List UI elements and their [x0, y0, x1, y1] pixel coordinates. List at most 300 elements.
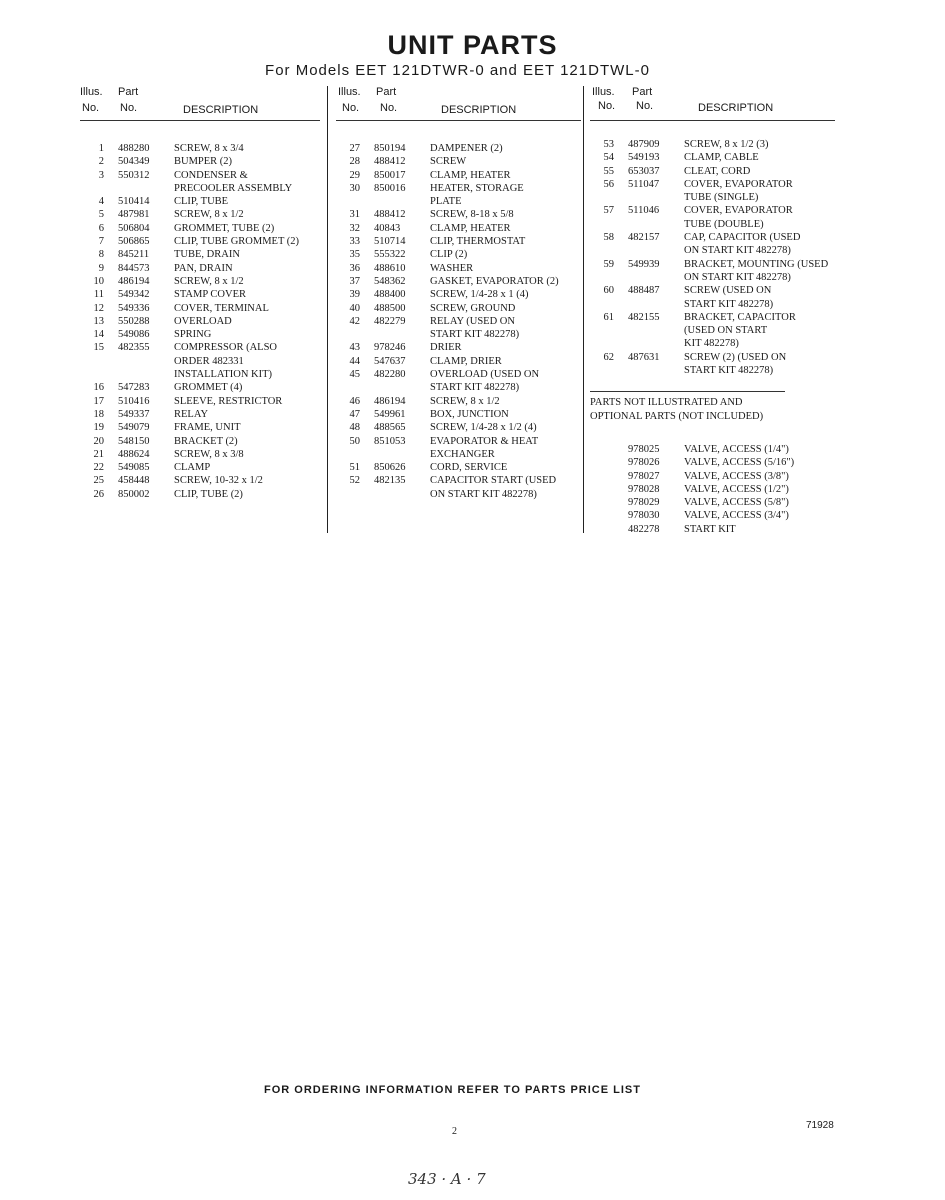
table-row [336, 341, 581, 354]
table-row [590, 496, 835, 509]
table-row [80, 262, 320, 275]
part-description: START KIT 482278) [684, 298, 774, 310]
table-row [590, 258, 835, 271]
table-row [336, 395, 581, 408]
part-description: ORDER 482331 [174, 355, 244, 367]
table-row [80, 288, 320, 301]
parts-column-1 [80, 86, 320, 501]
part-number: 510714 [374, 236, 406, 248]
table-row [80, 169, 320, 182]
part-description: COVER, TERMINAL [174, 302, 269, 314]
table-row [336, 248, 581, 261]
table-row [336, 155, 581, 168]
part-number: 978029 [628, 497, 660, 509]
part-description: ON START KIT 482278) [684, 245, 791, 257]
part-label: Part [376, 86, 397, 98]
table-row [80, 222, 320, 235]
part-number: 850016 [374, 182, 406, 194]
table-row [336, 488, 581, 501]
part-number: 851053 [374, 435, 406, 447]
part-number: 482355 [118, 342, 150, 354]
illus-number: 35 [349, 249, 360, 261]
illus-number: 12 [93, 302, 104, 314]
part-number: 850002 [118, 488, 150, 500]
column-header [80, 86, 320, 122]
table-row [336, 222, 581, 235]
table-row [590, 443, 835, 456]
part-number: 506804 [118, 222, 150, 234]
not-illustrated-note [590, 391, 835, 423]
part-number: 487981 [118, 209, 150, 221]
part-description: BRACKET, CAPACITOR [684, 311, 796, 323]
part-number: 488412 [374, 156, 406, 168]
table-row [80, 488, 320, 501]
illus-number [590, 218, 614, 231]
table-row [590, 351, 835, 364]
table-row [80, 474, 320, 487]
table-row [336, 435, 581, 448]
part-description: PAN, DRAIN [174, 262, 233, 274]
part-number: 482278 [628, 523, 660, 535]
table-row [80, 341, 320, 354]
part-description: CAP, CAPACITOR (USED [684, 232, 801, 244]
header-rule [590, 120, 835, 121]
illus-number: 32 [349, 222, 360, 234]
part-number [104, 182, 174, 195]
part-description: COVER, EVAPORATOR [684, 178, 793, 190]
part-number: 511047 [628, 178, 660, 190]
illus-number: 31 [349, 209, 360, 221]
table-row [590, 311, 835, 324]
illus-number: 25 [93, 475, 104, 487]
part-description: VALVE, ACCESS (1/2") [684, 483, 789, 495]
illus-number: 13 [93, 315, 104, 327]
illus-number: 28 [349, 156, 360, 168]
part-number: 549939 [628, 258, 660, 270]
column-divider [583, 86, 584, 533]
part-description: SCREW, 10-32 x 1/2 [174, 475, 263, 487]
illus-number: 45 [349, 369, 360, 381]
part-description: SLEEVE, RESTRICTOR [174, 395, 283, 407]
table-row [336, 474, 581, 487]
part-number: 549193 [628, 152, 660, 164]
part-description: VALVE, ACCESS (3/8") [684, 470, 789, 482]
part-number: 488624 [118, 448, 150, 460]
part-description: OVERLOAD [174, 315, 232, 327]
illus-number [80, 355, 104, 368]
table-row [80, 461, 320, 474]
part-description: TUBE, DRAIN [174, 249, 240, 261]
table-row [336, 275, 581, 288]
description-label: DESCRIPTION [698, 102, 774, 114]
part-description: (USED ON START [684, 325, 768, 337]
description-label: DESCRIPTION [441, 104, 517, 116]
no-label: No. [342, 102, 360, 114]
part-number: 550288 [118, 315, 150, 327]
part-description: BOX, JUNCTION [430, 408, 509, 420]
illus-label: Illus. [338, 86, 361, 98]
part-number: 549085 [118, 462, 150, 474]
part-description: CLIP, TUBE GROMMET (2) [174, 236, 300, 248]
part-number: 550312 [118, 169, 150, 181]
illus-label: Illus. [592, 86, 615, 98]
table-row [590, 151, 835, 164]
part-description: BRACKET, MOUNTING (USED [684, 258, 829, 270]
illus-number: 21 [93, 448, 104, 460]
illus-number [336, 488, 360, 501]
part-description: FRAME, UNIT [174, 422, 241, 434]
no-label: No. [598, 100, 616, 112]
description-label: DESCRIPTION [183, 104, 259, 116]
illus-label: Illus. [80, 86, 103, 98]
part-description: HEATER, STORAGE [430, 182, 524, 194]
part-description: RELAY [174, 408, 209, 420]
part-description: SCREW, 1/4-28 x 1 (4) [430, 289, 529, 301]
part-description: SCREW (USED ON [684, 285, 772, 297]
illus-number: 33 [349, 236, 360, 248]
illus-number: 2 [98, 156, 104, 168]
part-description: SCREW, 8 x 3/4 [174, 143, 244, 154]
part-description: START KIT 482278) [430, 382, 520, 394]
illus-number: 16 [93, 382, 104, 394]
part-number: 549337 [118, 408, 150, 420]
illus-number [590, 191, 614, 204]
part-description: START KIT 482278) [430, 329, 520, 341]
part-number: 978027 [628, 470, 660, 482]
table-row [80, 421, 320, 434]
illus-number: 3 [98, 169, 104, 181]
part-description: VALVE, ACCESS (1/4") [684, 443, 789, 455]
part-number: 488280 [118, 143, 150, 154]
part-description: EXCHANGER [430, 448, 495, 460]
part-number: 488412 [374, 209, 406, 221]
part-number: 482157 [628, 232, 660, 244]
illus-number: 52 [349, 475, 360, 487]
table-row [336, 328, 581, 341]
table-row [336, 461, 581, 474]
part-description: CONDENSER & [174, 169, 248, 181]
part-number: 506865 [118, 236, 150, 248]
part-description: VALVE, ACCESS (5/16") [684, 457, 795, 469]
parts-column-3 [590, 84, 835, 536]
part-number: 487909 [628, 139, 660, 150]
illus-number [336, 195, 360, 208]
illus-number: 15 [93, 342, 104, 354]
part-description: EVAPORATOR & HEAT [430, 435, 539, 447]
illus-number: 48 [349, 422, 360, 434]
part-number: 850017 [374, 169, 406, 181]
illus-number: 20 [93, 435, 104, 447]
part-number: 547637 [374, 355, 406, 367]
table-row [590, 364, 835, 377]
part-description: SCREW, 8 x 1/2 [174, 275, 244, 287]
part-description: SCREW, 8 x 3/8 [174, 448, 244, 460]
part-description: CLAMP, HEATER [430, 169, 511, 181]
illus-number: 46 [349, 395, 360, 407]
table-row [80, 235, 320, 248]
part-number: 549336 [118, 302, 150, 314]
part-number [360, 328, 430, 341]
illus-number: 10 [93, 275, 104, 287]
table-row [336, 448, 581, 461]
part-description: CLAMP [174, 462, 211, 474]
part-number [614, 218, 684, 231]
part-description: CORD, SERVICE [430, 462, 508, 474]
table-row [590, 456, 835, 469]
table-row [80, 435, 320, 448]
part-description: SCREW, 1/4-28 x 1/2 (4) [430, 422, 537, 434]
part-number [614, 298, 684, 311]
part-number: 549961 [374, 408, 406, 420]
illus-number [80, 182, 104, 195]
header-rule [336, 120, 581, 121]
illus-number: 43 [349, 342, 360, 354]
no-label: No. [120, 102, 138, 114]
table-row [590, 138, 835, 151]
part-description: SCREW, 8 x 1/2 [430, 395, 500, 407]
part-description: START KIT [684, 523, 736, 535]
parts-list [336, 142, 581, 501]
table-row [336, 195, 581, 208]
part-number: 488400 [374, 289, 406, 301]
part-number [614, 324, 684, 337]
table-row [80, 248, 320, 261]
part-number: 510416 [118, 395, 150, 407]
part-number [614, 191, 684, 204]
part-description: VALVE, ACCESS (3/4") [684, 510, 789, 522]
part-description: WASHER [430, 262, 474, 274]
table-row [80, 328, 320, 341]
part-description: COVER, EVAPORATOR [684, 205, 793, 217]
table-row [590, 204, 835, 217]
part-number: 653037 [628, 165, 660, 177]
illus-number [590, 470, 614, 483]
table-row [590, 337, 835, 350]
illus-number [590, 443, 614, 456]
part-number: 488500 [374, 302, 406, 314]
part-number: 482135 [374, 475, 406, 487]
no-label: No. [636, 100, 654, 112]
illus-number: 37 [349, 275, 360, 287]
part-description: SCREW [430, 156, 467, 168]
part-number: 458448 [118, 475, 150, 487]
table-row [336, 421, 581, 434]
table-row [590, 324, 835, 337]
part-number: 488610 [374, 262, 406, 274]
part-number: 482280 [374, 369, 406, 381]
parts-list [590, 138, 835, 377]
table-row [80, 275, 320, 288]
part-description: KIT 482278) [684, 338, 739, 350]
table-row [590, 244, 835, 257]
illus-number: 36 [349, 262, 360, 274]
illus-number: 59 [603, 258, 614, 270]
illus-number: 18 [93, 408, 104, 420]
table-row [80, 408, 320, 421]
header-rule [80, 120, 320, 121]
table-row [336, 169, 581, 182]
illus-number: 11 [93, 289, 104, 301]
part-description: SPRING [174, 329, 212, 341]
optional-parts-list [590, 443, 835, 536]
table-row [590, 231, 835, 244]
illus-number: 54 [603, 152, 614, 164]
table-row [80, 315, 320, 328]
illus-number: 9 [98, 262, 104, 274]
illus-number: 56 [603, 178, 614, 190]
part-description: CAPACITOR START (USED [430, 475, 557, 487]
table-row [590, 523, 835, 536]
part-description: SCREW, GROUND [430, 302, 516, 314]
part-description: SCREW, 8-18 x 5/8 [430, 209, 514, 221]
part-description: SCREW, 8 x 1/2 (3) [684, 139, 769, 150]
part-number: 482279 [374, 315, 406, 327]
illus-number [80, 368, 104, 381]
no-label: No. [82, 102, 100, 114]
illus-number: 4 [98, 196, 104, 208]
illus-number: 50 [349, 435, 360, 447]
illus-number: 8 [98, 249, 104, 261]
part-number: 504349 [118, 156, 150, 168]
part-number: 978026 [628, 457, 660, 469]
part-description: CLIP (2) [430, 249, 468, 261]
part-number: 549342 [118, 289, 150, 301]
part-number: 488565 [374, 422, 406, 434]
part-description: OVERLOAD (USED ON [430, 369, 540, 381]
illus-number: 7 [98, 236, 104, 248]
part-description: SCREW (2) (USED ON [684, 351, 787, 363]
part-number: 978246 [374, 342, 406, 354]
table-row [336, 288, 581, 301]
column-header [590, 84, 835, 118]
illus-number [590, 364, 614, 377]
handwritten-annotation: 343 · A · 7 [408, 1170, 486, 1188]
illus-number: 27 [349, 143, 360, 154]
part-number [104, 368, 174, 381]
part-number: 510414 [118, 196, 150, 208]
illus-number [590, 324, 614, 337]
part-number: 486194 [374, 395, 406, 407]
illus-number: 55 [603, 165, 614, 177]
document-number: 71928 [806, 1120, 834, 1131]
illus-number [590, 523, 614, 536]
part-description: GROMMET (4) [174, 382, 243, 394]
table-row [336, 408, 581, 421]
table-row [336, 355, 581, 368]
part-number: 978025 [628, 443, 660, 455]
illus-number: 29 [349, 169, 360, 181]
illus-number [590, 496, 614, 509]
illus-number: 17 [93, 395, 104, 407]
part-number: 555322 [374, 249, 406, 261]
illus-number: 42 [349, 315, 360, 327]
part-description: SCREW, 8 x 1/2 [174, 209, 244, 221]
part-description: COMPRESSOR (ALSO [174, 342, 277, 354]
part-description: GASKET, EVAPORATOR (2) [430, 275, 559, 287]
illus-number: 5 [98, 209, 104, 221]
part-number: 549079 [118, 422, 150, 434]
page-title: UNIT PARTS [387, 30, 558, 60]
table-row [590, 191, 835, 204]
part-description: CLIP, THERMOSTAT [430, 236, 526, 248]
note-line: PARTS NOT ILLUSTRATED AND [590, 397, 743, 409]
part-number: 488487 [628, 285, 660, 297]
part-description: CLAMP, CABLE [684, 152, 759, 164]
part-description: CLIP, TUBE (2) [174, 488, 243, 500]
column-divider [327, 86, 328, 533]
illus-number: 14 [93, 329, 104, 341]
table-row [80, 302, 320, 315]
part-description: CLEAT, CORD [684, 165, 751, 177]
part-description: TUBE (DOUBLE) [684, 218, 764, 230]
table-row [590, 178, 835, 191]
part-number: 850194 [374, 143, 406, 154]
no-label: No. [380, 102, 398, 114]
illus-number: 39 [349, 289, 360, 301]
illus-number: 30 [349, 182, 360, 194]
part-description: PLATE [430, 196, 462, 208]
part-description: ON START KIT 482278) [684, 271, 791, 283]
illus-number [590, 244, 614, 257]
part-description: TUBE (SINGLE) [684, 192, 759, 204]
illus-number [590, 298, 614, 311]
part-number [360, 195, 430, 208]
page-number: 2 [452, 1126, 457, 1137]
part-description: GROMMET, TUBE (2) [174, 222, 275, 234]
table-row [590, 271, 835, 284]
table-row [80, 381, 320, 394]
ordering-info-footer: FOR ORDERING INFORMATION REFER TO PARTS PRICE LIST [264, 1084, 641, 1096]
table-row [590, 218, 835, 231]
illus-number [336, 448, 360, 461]
illus-number: 60 [603, 285, 614, 297]
illus-number: 51 [349, 462, 360, 474]
table-row [590, 298, 835, 311]
page-subtitle: For Models EET 121DTWR-0 and EET 121DTWL-0 [265, 62, 650, 79]
table-row [80, 142, 320, 155]
part-description: BRACKET (2) [174, 435, 238, 447]
part-number: 486194 [118, 275, 150, 287]
illus-number: 26 [93, 488, 104, 500]
table-row [336, 262, 581, 275]
part-label: Part [118, 86, 139, 98]
illus-number [590, 483, 614, 496]
illus-number [590, 456, 614, 469]
part-number [614, 244, 684, 257]
part-label: Part [632, 86, 653, 98]
table-row [336, 235, 581, 248]
part-description: VALVE, ACCESS (5/8") [684, 497, 789, 509]
part-number: 40843 [374, 222, 401, 234]
part-number: 549086 [118, 329, 150, 341]
part-number [614, 271, 684, 284]
illus-number [590, 271, 614, 284]
table-row [590, 284, 835, 297]
table-row [80, 368, 320, 381]
part-description: INSTALLATION KIT) [174, 369, 273, 381]
part-description: CLAMP, DRIER [430, 355, 502, 367]
table-row [590, 470, 835, 483]
part-description: RELAY (USED ON [430, 315, 515, 327]
table-row [80, 355, 320, 368]
table-row [80, 395, 320, 408]
table-row [80, 155, 320, 168]
table-row [336, 302, 581, 315]
part-number [360, 448, 430, 461]
part-description: CLAMP, HEATER [430, 222, 511, 234]
part-number: 487631 [628, 351, 660, 363]
part-number: 547283 [118, 382, 150, 394]
